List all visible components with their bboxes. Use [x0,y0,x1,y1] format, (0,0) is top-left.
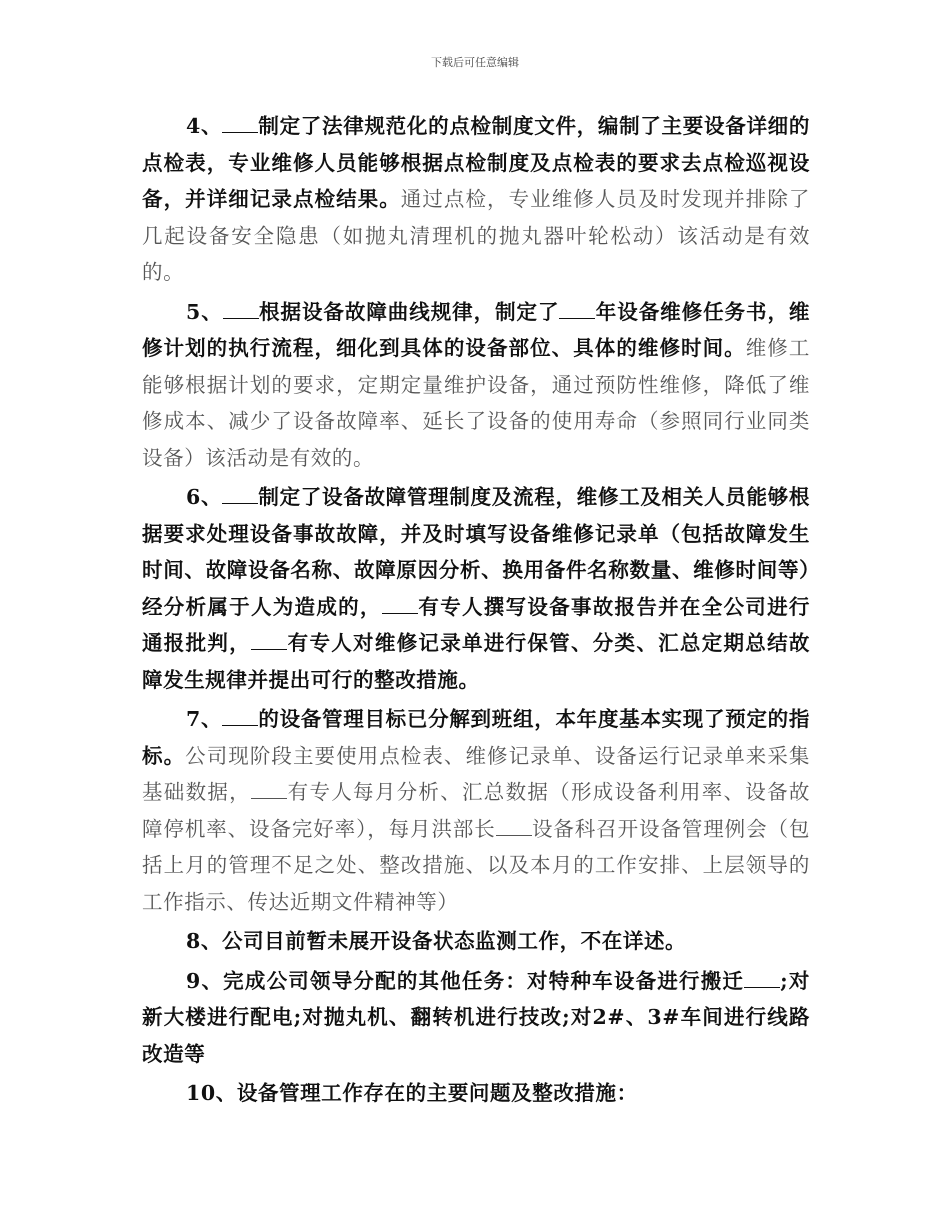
paragraph-6 [142,479,810,698]
paragraph-7-number: 7、 [186,707,223,731]
blank-underline [744,986,780,988]
paragraph-9-text-a: 9、完成公司领导分配的其他任务：对特种车设备进行搬迁 [186,968,745,993]
paragraph-4-bold-text: 制定了法律规范化的点检制度文件，编制了主要设备详细的点检表，专业维修人员能够根据点检制度及点检表的要求去点检巡视设备，并详细记录点检结果。 [142,114,810,211]
paragraph-4-number: 4、 [186,114,223,138]
paragraph-5 [142,294,810,477]
blank-underline [559,317,595,319]
document-body [142,108,810,1112]
page-header-note: 下载后可任意编辑 [431,56,519,69]
paragraph-8 [142,923,810,960]
paragraph-5-number: 5、 [186,299,223,324]
paragraph-7 [142,701,810,920]
paragraph-4 [142,108,810,291]
paragraph-5-bold-text-b: 年设备维修任务书，维修计划的执行流程，细化到具体的设备部位、具体的维修时间。 [142,299,811,360]
blank-underline [251,648,287,650]
blank-underline [222,131,258,133]
blank-underline [222,502,258,504]
paragraph-6-bold-text-a: 制定了设备故障管理制度及流程，维修工及相关人员能够根据要求处理设备事故故障，并及时填写设备维修记录单（包括故障发生时间、故障设备名称、故障原因分析、换用备件名称数量、维修时间等）经分析属于人为造成的， [142,485,810,619]
paragraph-6-bold-text-b: 有专人撰写设备事故报告并在全公司进行通报批判， [142,594,810,655]
paragraph-6-number: 6、 [186,485,223,509]
paragraph-7-normal-text-b: 有专人每月分析、汇总数据（形成设备利用率、设备故障停机率、设备完好率），每月洪部长 [142,780,810,841]
paragraph-7-normal-text-a: 公司现阶段主要使用点检表、维修记录单、设备运行记录单来采集基础数据， [142,743,811,804]
blank-underline [382,612,418,614]
paragraph-6-bold-text-c: 有专人对维修记录单进行保管、分类、汇总定期总结故障发生规律并提出可行的整改措施。 [142,631,810,692]
blank-underline [251,797,287,799]
paragraph-5-normal-text: 维修工能够根据计划的要求，定期定量维护设备，通过预防性维修，降低了维修成本、减少了设备故障率、延长了设备的使用寿命（参照同行业同类设备）该活动是有效的。 [142,336,810,470]
paragraph-7-normal-text-c: 设备科召开设备管理例会（包括上月的管理不足之处、整改措施、以及本月的工作安排、上层领导的工作指示、传达近期文件精神等） [142,816,810,914]
paragraph-5-bold-text-a: 根据设备故障曲线规律，制定了 [258,299,560,324]
blank-underline [222,724,258,726]
paragraph-10 [142,1075,810,1112]
paragraph-10-text: 10、设备管理工作存在的主要问题及整改措施： [186,1081,638,1105]
paragraph-4-normal-text: 通过点检，专业维修人员及时发现并排除了几起设备安全隐患（如抛丸清理机的抛丸器叶轮松动）该活动是有效的。 [142,187,810,284]
paragraph-9 [142,963,810,1073]
paragraph-8-text: 8、公司目前暂未展开设备状态监测工作，不在详述。 [186,929,687,953]
blank-underline [496,834,532,836]
paragraph-9-text-b: ;对新大楼进行配电;对抛丸机、翻转机进行技改;对2#、3#车间进行线路改造等 [142,968,810,1066]
paragraph-7-bold-text: 的设备管理目标已分解到班组，本年度基本实现了预定的指标。 [142,707,810,768]
blank-underline [223,317,259,319]
